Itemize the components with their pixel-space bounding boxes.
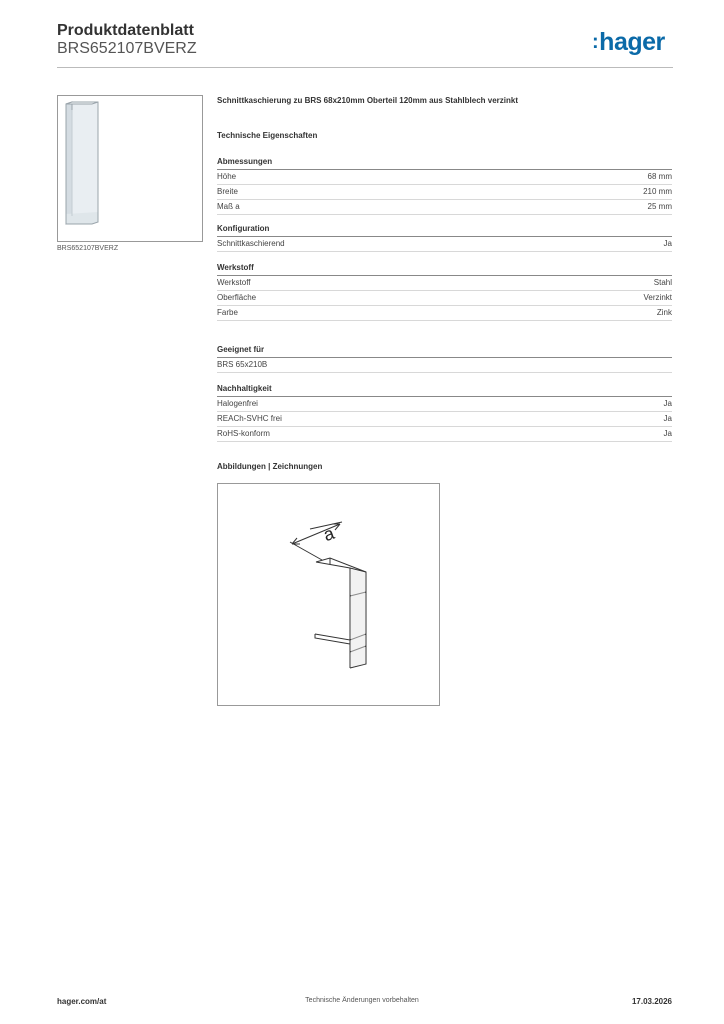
footer-date: 17.03.2026 (631, 997, 672, 1006)
table-row (217, 306, 672, 321)
product-image-caption: BRS652107BVERZ (57, 245, 119, 252)
hager-logo (592, 28, 665, 57)
section-werkstoff (217, 263, 672, 321)
section-heading: Werkstoff (217, 263, 672, 276)
row-label: Werkstoff (217, 278, 251, 287)
section-abmessungen (217, 157, 672, 215)
section-heading: Geeignet für (217, 345, 672, 358)
row-value: Ja (663, 239, 672, 248)
row-label: REACh-SVHC frei (217, 414, 282, 423)
row-value: 25 mm (647, 202, 672, 211)
logo-text: hager (599, 28, 665, 56)
section-heading: Nachhaltigkeit (217, 384, 672, 397)
section-heading: Abmessungen (217, 157, 672, 170)
row-value: Ja (663, 414, 672, 423)
page-title: Produktdatenblatt (57, 22, 194, 39)
row-value: Ja (663, 399, 672, 408)
dimension-drawing-icon (218, 484, 439, 705)
technical-drawing (217, 483, 440, 706)
table-row (217, 170, 672, 185)
row-value: Zink (656, 308, 672, 317)
row-label: Breite (217, 187, 238, 196)
section-heading: Konfiguration (217, 224, 672, 237)
row-label: BRS 65x210B (217, 360, 268, 369)
row-label: Halogenfrei (217, 399, 258, 408)
table-row (217, 397, 672, 412)
section-konfiguration (217, 224, 672, 252)
product-thumbnail-icon (58, 96, 202, 241)
table-row (217, 412, 672, 427)
row-label: RoHS-konform (217, 429, 270, 438)
tech-properties-heading: Technische Eigenschaften (217, 131, 318, 140)
row-label: Maß a (217, 202, 240, 211)
table-row (217, 200, 672, 215)
row-label: Schnittkaschierend (217, 239, 285, 248)
table-row (217, 276, 672, 291)
product-image (57, 95, 203, 242)
section-geeignet-fuer (217, 345, 672, 373)
row-label: Farbe (217, 308, 238, 317)
table-row (217, 237, 672, 252)
table-row (217, 185, 672, 200)
product-description: Schnittkaschierung zu BRS 68x210mm Oberteil 120mm aus Stahlblech verzinkt (217, 96, 518, 105)
product-number: BRS652107BVERZ (57, 40, 197, 57)
row-label: Höhe (217, 172, 237, 181)
logo-mark-icon: : (592, 31, 599, 53)
table-row (217, 358, 672, 373)
row-value: Stahl (653, 278, 672, 287)
footer-disclaimer: Technische Änderungen vorbehalten (305, 997, 419, 1004)
table-row (217, 291, 672, 306)
table-row (217, 427, 672, 442)
row-value: Verzinkt (643, 293, 672, 302)
row-value: Ja (663, 429, 672, 438)
header-divider (57, 67, 673, 68)
dimension-label: a (320, 522, 337, 546)
figures-heading: Abbildungen | Zeichnungen (217, 462, 323, 471)
row-value: 68 mm (647, 172, 672, 181)
row-value: 210 mm (643, 187, 672, 196)
footer-website: hager.com/at (57, 997, 107, 1006)
section-nachhaltigkeit (217, 384, 672, 442)
row-label: Oberfläche (217, 293, 257, 302)
